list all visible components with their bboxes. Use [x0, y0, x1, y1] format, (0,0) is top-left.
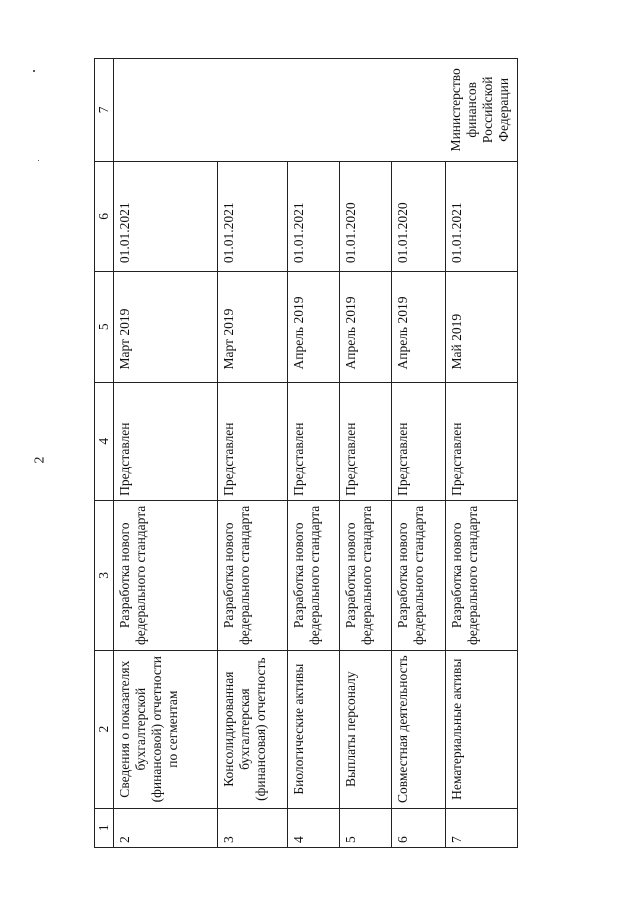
responsible-cell	[217, 59, 287, 162]
effective-date-cell: 01.01.2020	[339, 161, 391, 271]
standard-name: Совместная деятельность	[391, 650, 445, 808]
responsible-cell	[391, 59, 445, 162]
responsible-cell	[339, 59, 391, 162]
row-number: 7	[445, 808, 517, 847]
status-cell: Представлен	[113, 382, 217, 500]
scan-speck	[38, 160, 39, 161]
standard-name: Нематериальные активы	[445, 650, 517, 808]
submitted-cell: Апрель 2019	[391, 272, 445, 382]
submitted-cell: Март 2019	[217, 272, 287, 382]
standard-name: Биологические активы	[287, 650, 339, 808]
table-row	[217, 59, 287, 848]
header-cell: 5	[95, 272, 114, 382]
row-number: 5	[339, 808, 391, 847]
effective-date-cell: 01.01.2020	[391, 161, 445, 271]
standard-name: Выплаты персоналу	[339, 650, 391, 808]
submitted-cell: Апрель 2019	[287, 272, 339, 382]
header-cell: 7	[95, 59, 114, 162]
status-cell: Представлен	[445, 382, 517, 500]
page-number: 2	[32, 456, 48, 464]
table-row	[445, 59, 517, 848]
status-cell: Представлен	[339, 382, 391, 500]
submitted-cell: Май 2019	[445, 272, 517, 382]
status-cell: Представлен	[391, 382, 445, 500]
effective-date-cell: 01.01.2021	[217, 161, 287, 271]
header-row	[95, 59, 114, 848]
table-row	[339, 59, 391, 848]
header-cell: 1	[95, 808, 114, 847]
header-cell: 3	[95, 500, 114, 650]
action-cell: Разработка нового федерального стандарта	[113, 500, 217, 650]
scan-speck	[33, 70, 35, 72]
responsible-cell	[113, 59, 217, 162]
status-cell: Представлен	[217, 382, 287, 500]
row-number: 2	[113, 808, 217, 847]
effective-date-cell: 01.01.2021	[445, 161, 517, 271]
action-cell: Разработка нового федерального стандарта	[217, 500, 287, 650]
row-number: 6	[391, 808, 445, 847]
submitted-cell: Апрель 2019	[339, 272, 391, 382]
standard-name: Консолидированная бухгалтерская (финансовая) отчетность	[217, 650, 287, 808]
rotated-table-wrapper	[94, 58, 516, 848]
action-cell: Разработка нового федерального стандарта	[445, 500, 517, 650]
header-cell: 6	[95, 161, 114, 271]
responsible-cell: Министерство финансов Российской Федерации	[445, 59, 517, 162]
table-row	[391, 59, 445, 848]
effective-date-cell: 01.01.2021	[113, 161, 217, 271]
header-cell: 2	[95, 650, 114, 808]
table-row	[113, 59, 217, 848]
header-cell: 4	[95, 382, 114, 500]
effective-date-cell: 01.01.2021	[287, 161, 339, 271]
standard-name: Сведения о показателях бухгалтерской (финансовой) отчетности по сегментам	[113, 650, 217, 808]
measures-table	[94, 58, 518, 848]
status-cell: Представлен	[287, 382, 339, 500]
row-number: 4	[287, 808, 339, 847]
submitted-cell: Март 2019	[113, 272, 217, 382]
action-cell: Разработка нового федерального стандарта	[339, 500, 391, 650]
row-number: 3	[217, 808, 287, 847]
action-cell: Разработка нового федерального стандарта	[287, 500, 339, 650]
table-row	[287, 59, 339, 848]
action-cell: Разработка нового федерального стандарта	[391, 500, 445, 650]
responsible-cell	[287, 59, 339, 162]
